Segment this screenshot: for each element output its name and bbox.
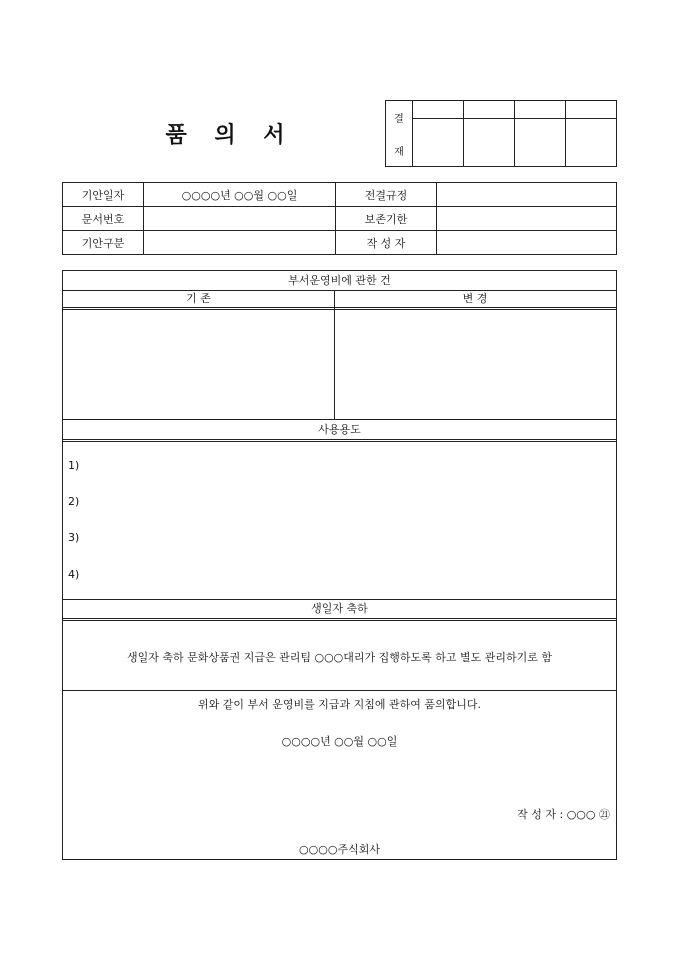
approval-rule-value[interactable]	[437, 183, 617, 207]
column-header-row	[63, 291, 616, 310]
approval-header-1	[413, 101, 464, 119]
author-value[interactable]	[437, 231, 617, 255]
draft-date-value[interactable]: ○○○○년 ○○월 ○○일	[144, 183, 336, 207]
approval-sign-2[interactable]	[464, 119, 515, 167]
closing-date: ○○○○년 ○○월 ○○일	[281, 735, 398, 748]
draft-date-label: 기안일자	[63, 183, 144, 207]
col-change-header: 변 경	[462, 292, 488, 305]
usage-item-2[interactable]: 2)	[68, 495, 80, 508]
closing-divider	[63, 690, 616, 691]
approval-header-4	[566, 101, 617, 119]
change-content-area[interactable]	[335, 311, 616, 419]
usage-item-4[interactable]: 4)	[68, 568, 80, 581]
approval-rule-label: 전결규정	[336, 183, 437, 207]
page-title: 품 의 서	[165, 123, 295, 148]
col-existing-header: 기 존	[186, 292, 211, 305]
approval-sign-4[interactable]	[566, 119, 617, 167]
birthday-text: 생일자 축하 문화상품권 지급은 관리팀 ○○○대리가 집행하도록 하고 별도 관리하기로 함	[126, 651, 553, 664]
usage-title: 사용용도	[63, 419, 616, 442]
approval-label-bottom: 재	[394, 146, 404, 158]
company-name: ○○○○주식회사	[299, 843, 380, 856]
draft-type-label: 기안구분	[63, 231, 144, 255]
main-section	[62, 270, 617, 860]
section-title: 부서운영비에 관한 건	[63, 271, 616, 291]
usage-item-3[interactable]: 3)	[68, 531, 80, 544]
retention-value[interactable]	[437, 207, 617, 231]
doc-no-label: 문서번호	[63, 207, 144, 231]
retention-label: 보존기한	[336, 207, 437, 231]
author-line: 작 성 자 : ○○○ ㉑	[517, 808, 610, 821]
approval-sign-1[interactable]	[413, 119, 464, 167]
birthday-title: 생일자 축하	[63, 599, 616, 621]
existing-content-area[interactable]	[63, 311, 334, 419]
info-table	[62, 182, 617, 255]
approval-box	[385, 100, 617, 167]
approval-header-2	[464, 101, 515, 119]
approval-label-cell	[386, 101, 413, 167]
doc-no-value[interactable]	[144, 207, 336, 231]
draft-type-value[interactable]	[144, 231, 336, 255]
usage-item-1[interactable]: 1)	[68, 459, 80, 472]
closing-text: 위와 같이 부서 운영비를 지급과 지침에 관하여 품의합니다.	[198, 698, 481, 711]
approval-label-top: 결	[394, 113, 404, 125]
approval-header-3	[515, 101, 566, 119]
author-label: 작 성 자	[336, 231, 437, 255]
approval-sign-3[interactable]	[515, 119, 566, 167]
